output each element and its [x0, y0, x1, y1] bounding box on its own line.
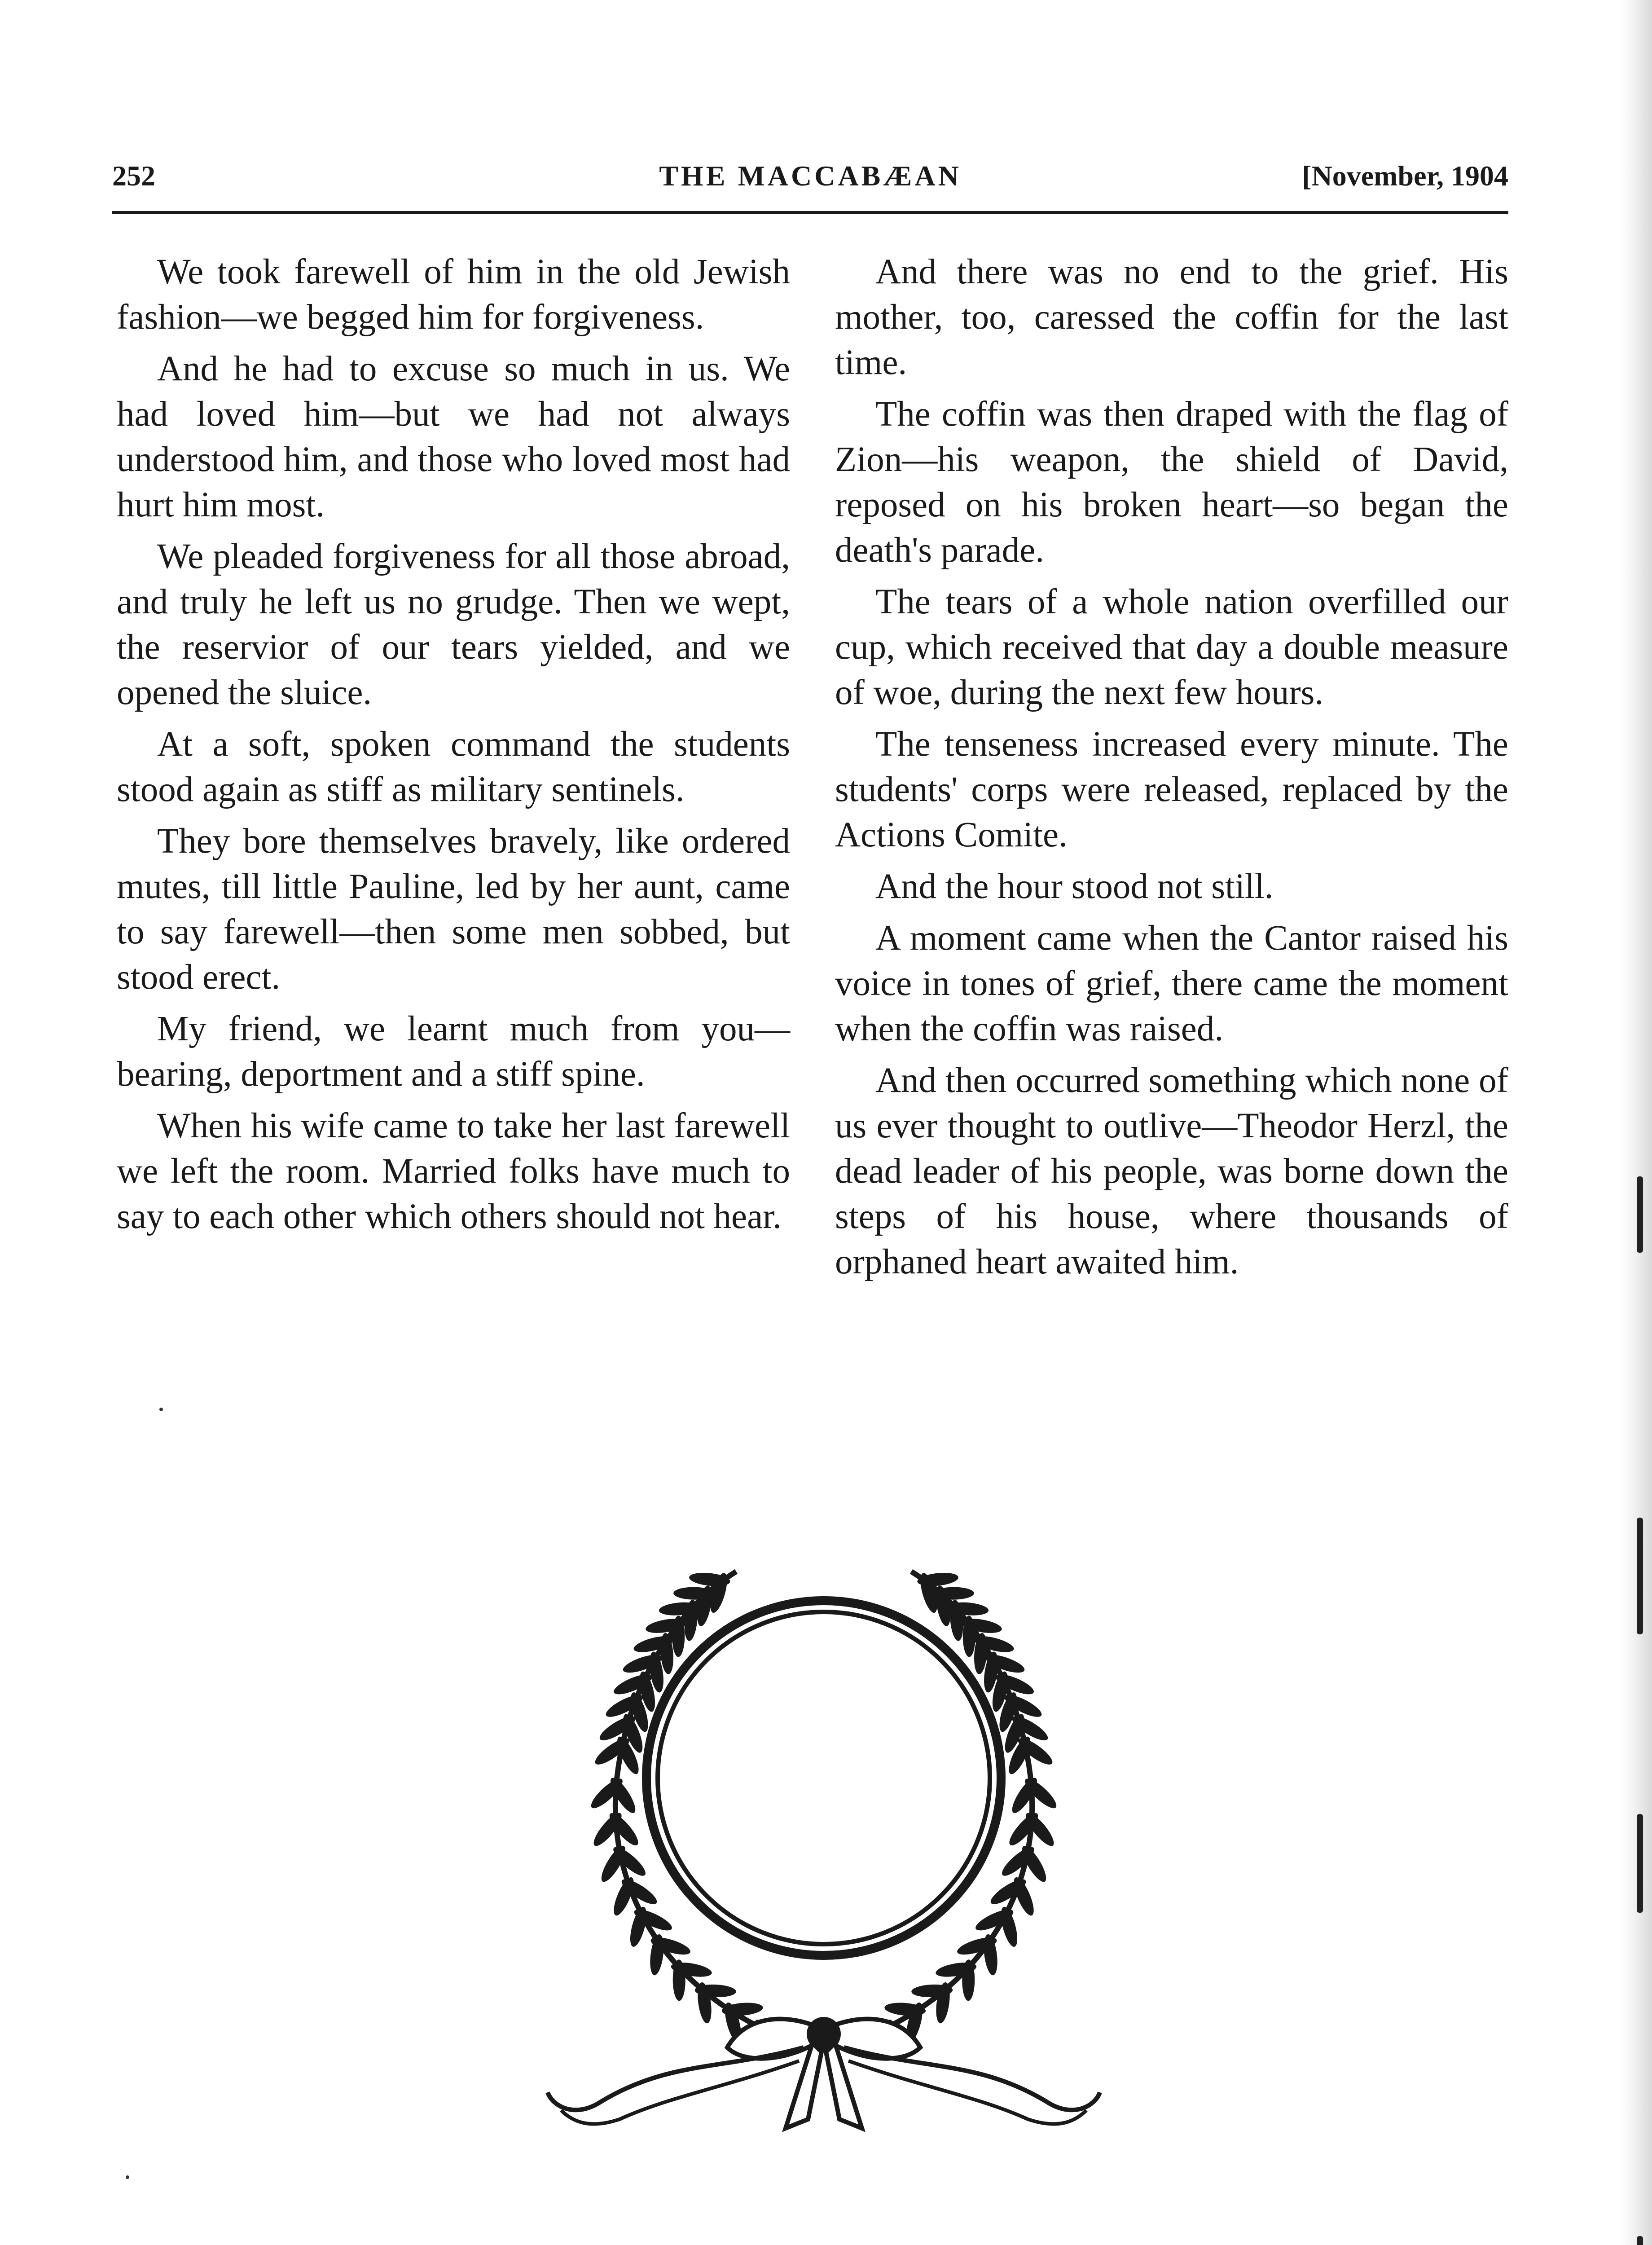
page-number: 252 — [112, 160, 155, 192]
paragraph: And the hour stood not still. — [875, 867, 1274, 906]
paragraph: And then occurred something which none of us ever thought to outlive—Theodor Herzl, the dead leader of his people, was borne down the steps of his house, where thousands of orphaned heart awaited him. — [835, 1061, 1508, 1281]
paragraph: The tenseness increased every minute. The students' corps were released, replaced by the Actions Comite. — [835, 725, 1508, 854]
scan-mark — [1637, 1814, 1643, 1913]
scan-mark — [1637, 2236, 1643, 2245]
paragraph: When his wife came to take her last farewell we left the room. Married folks have much to say to each other which others should not hear. — [117, 1106, 790, 1236]
page-edge — [1621, 0, 1652, 2245]
paragraph: We pleaded forgiveness for all those abroad, and truly he left us no grudge. Then we wept, the reservior of our tears yielded, and we opened the sluice. — [117, 537, 790, 712]
left-column — [117, 249, 790, 1246]
laurel-wreath-icon — [534, 1545, 1113, 2146]
scan-mark — [1637, 1176, 1643, 1253]
paragraph: The coffin was then draped with the flag of Zion—his weapon, the shield of David, reposed on his broken heart—so began the death's parade. — [835, 395, 1508, 570]
issue-date: [November, 1904 — [1302, 160, 1508, 192]
journal-title: THE MACCABÆAN — [659, 160, 962, 192]
right-column — [835, 249, 1508, 1291]
paragraph: And he had to excuse so much in us. We had loved him—but we had not always understood him, and those who loved most had hurt him most. — [117, 349, 790, 524]
scan-mark — [1637, 1518, 1643, 1634]
ink-speck — [159, 1408, 163, 1411]
paragraph: And there was no end to the grief. His mother, too, caressed the coffin for the last time. — [835, 252, 1508, 382]
paragraph: At a soft, spoken command the students stood again as stiff as military sentinels. — [117, 725, 790, 809]
paragraph: The tears of a whole nation overfilled our cup, which received that day a double measure of woe, during the next few hours. — [835, 582, 1508, 712]
paragraph: A moment came when the Cantor raised his voice in tones of grief, there came the moment when the coffin was raised. — [835, 919, 1508, 1048]
header-rule — [112, 211, 1508, 214]
ink-speck — [126, 2175, 129, 2179]
running-header — [112, 153, 1508, 207]
paragraph: We took farewell of him in the old Jewish fashion—we begged him for forgiveness. — [117, 252, 790, 337]
paragraph: My friend, we learnt much from you—bearing, deportment and a stiff spine. — [117, 1009, 790, 1094]
paragraph: They bore themselves bravely, like ordered mutes, till little Pauline, led by her aunt, came to say farewell—then some men sobbed, but stood erect. — [117, 822, 790, 997]
